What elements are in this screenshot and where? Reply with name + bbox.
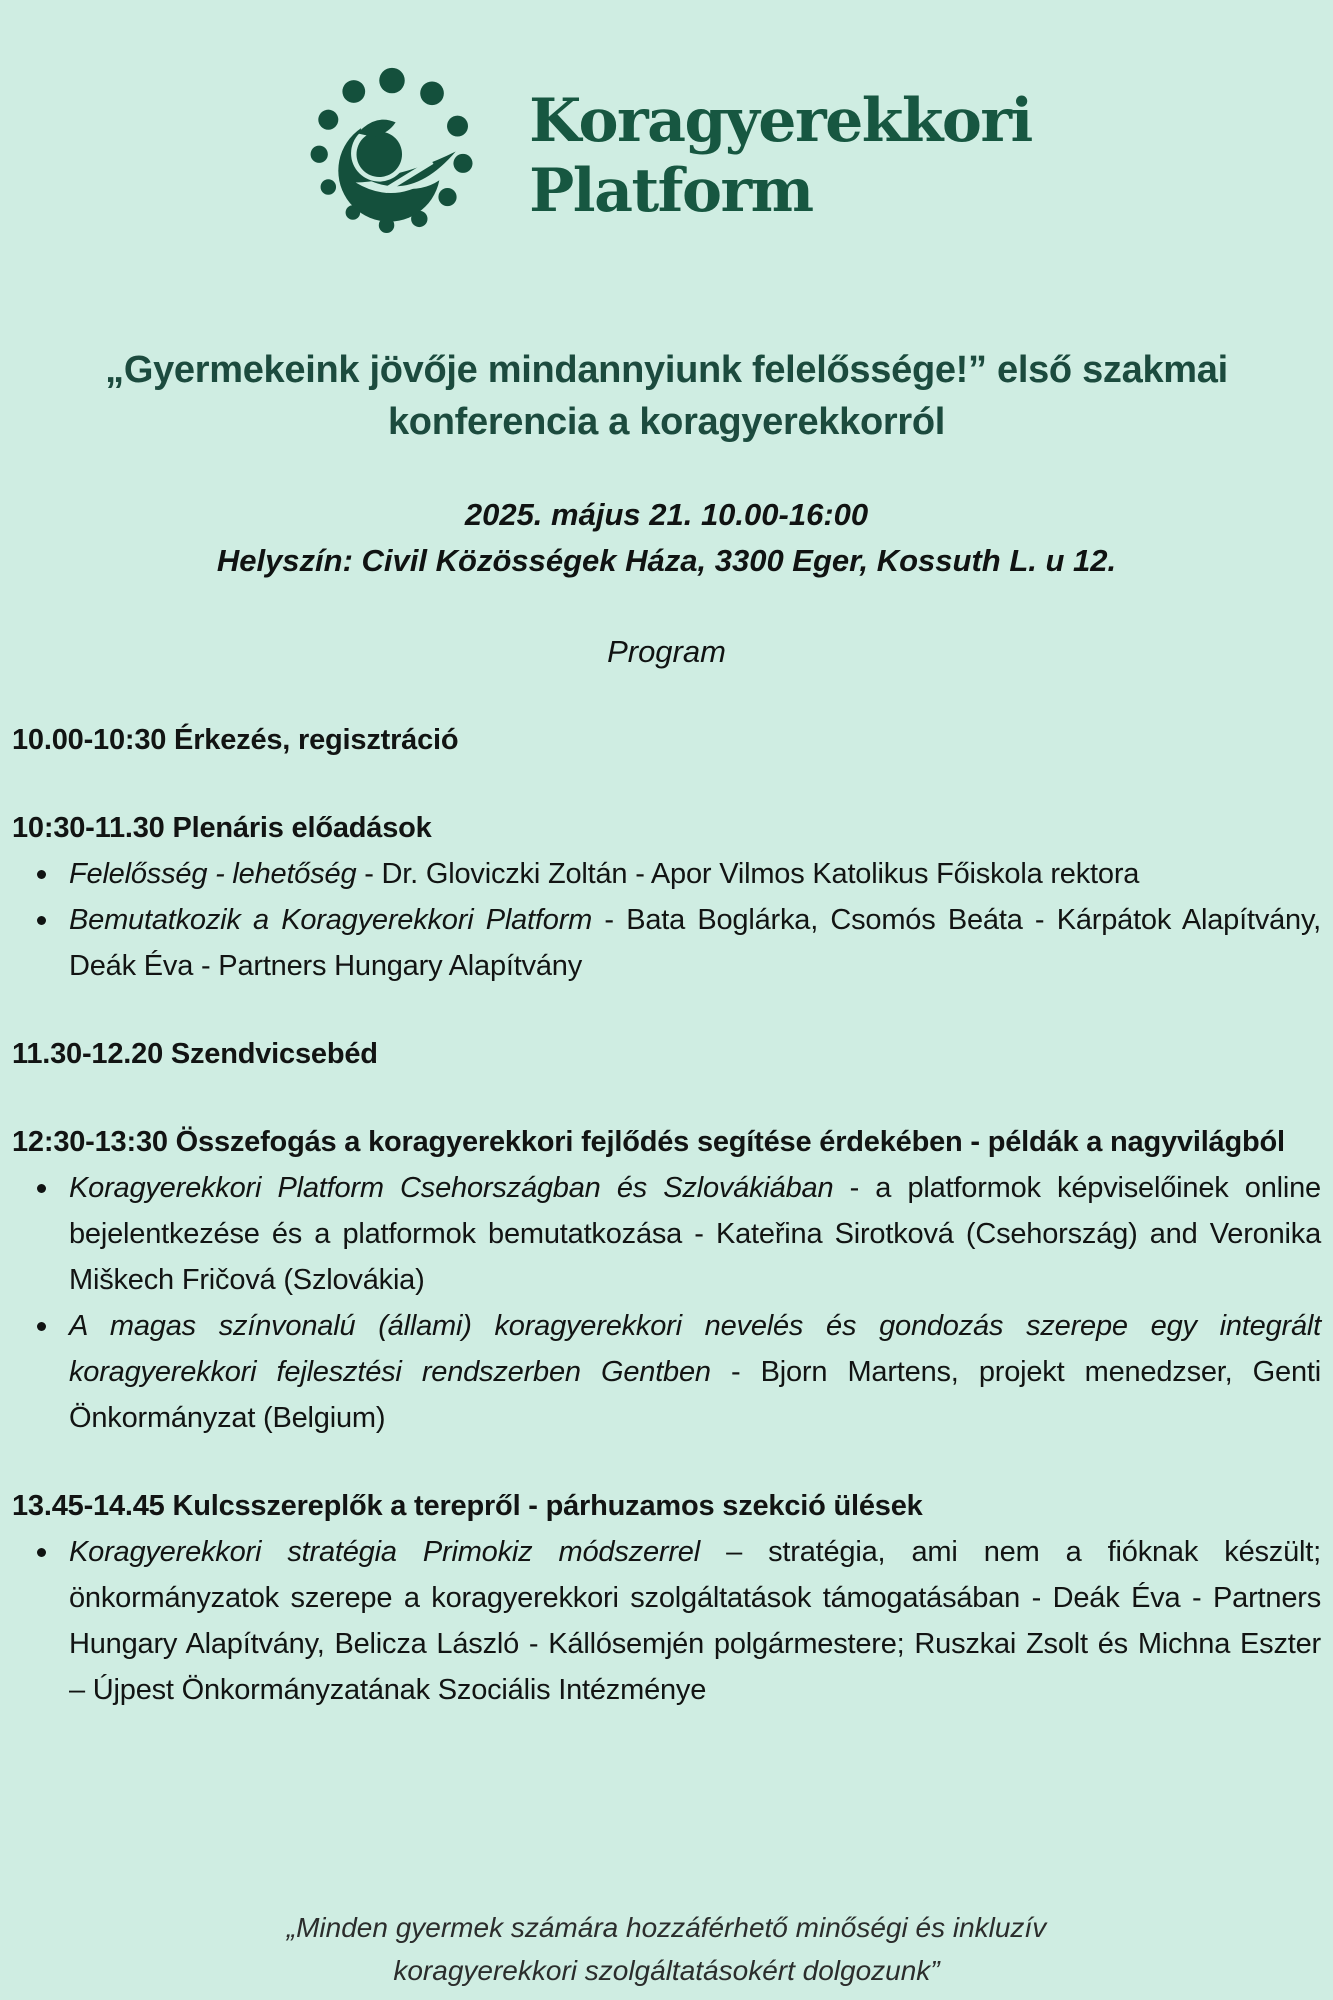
section-heading: 10.00-10:30 Érkezés, regisztráció xyxy=(12,724,459,756)
bullet-list xyxy=(12,1165,1321,1441)
footer-quote: „Minden gyermek számára hozzáférhető minőségi és inkluzív koragyerekkori szolgáltatásokért dolgozunk” xyxy=(286,1912,1047,1986)
list-item xyxy=(12,851,1321,897)
event-datetime: 2025. május 21. 10.00-16:00 xyxy=(464,497,869,532)
program-label: Program xyxy=(607,634,726,669)
list-item xyxy=(12,1529,1321,1713)
item-italic-text: Koragyerekkori stratégia Primokiz módszerrel xyxy=(69,1536,700,1568)
section-heading: 12:30-13:30 Összefogás a koragyerekkori fejlődés segítése érdekében - példák a nagyvilágból xyxy=(12,1126,1285,1158)
item-rest-text: – stratégia, ami nem a fióknak készült; önkormányzatok szerepe a koragyerekkori szolgáltatások támogatásában - Deák Éva - Partners Hungary Alapítvány, Belicza László - Kállósemjén polgármestere; Ruszkai Zsolt és Michna Eszter – Újpest Önkormányzatának Szociális Intézménye xyxy=(69,1536,1321,1706)
koragyerekkori-platform-logo-icon xyxy=(301,66,483,248)
program-section-international-examples xyxy=(12,1119,1321,1441)
logo-wordmark xyxy=(529,87,1032,226)
item-rest-text: - Bjorn Martens, projekt menedzser, Genti Önkormányzat (Belgium) xyxy=(69,1356,1321,1434)
item-rest-text: - Dr. Gloviczki Zoltán - Apor Vilmos Katolikus Főiskola rektora xyxy=(356,858,1140,890)
program-section-key-actors xyxy=(12,1483,1321,1713)
list-item xyxy=(12,897,1321,989)
program-section-lunch xyxy=(12,1031,1321,1077)
section-heading: 10:30-11.30 Plenáris előadások xyxy=(12,812,432,844)
item-italic-text: A magas színvonalú (állami) koragyerekkori nevelés és gondozás szerepe egy integrált koragyerekkori fejlesztési rendszerben Gentben xyxy=(69,1310,1321,1388)
item-rest-text: - Bata Boglárka, Csomós Beáta - Kárpátok Alapítvány, Deák Éva - Partners Hungary Alapítvány xyxy=(69,904,1321,982)
event-meta xyxy=(0,492,1333,584)
logo-wordmark-line2: Platform xyxy=(529,156,813,226)
conference-title-line2: konferencia a koragyerekkorról xyxy=(387,401,946,443)
bullet-list xyxy=(12,1529,1321,1713)
program-section-arrival xyxy=(12,717,1321,763)
logo-wordmark-line1: Koragyerekkori xyxy=(529,86,1032,157)
footer xyxy=(0,1906,1333,1992)
item-italic-text: Koragyerekkori Platform Csehországban és Szlovákiában xyxy=(69,1172,834,1204)
item-rest-text: - a platformok képviselőinek online bejelentkezése és a platformok bemutatkozása - Kateřina Sirotková (Csehország) and Veronika Miškech Fričová (Szlovákia) xyxy=(69,1172,1321,1296)
section-heading: 13.45-14.45 Kulcsszereplők a terepről - párhuzamos szekció ülések xyxy=(12,1490,923,1522)
event-location: Helyszín: Civil Közösségek Háza, 3300 Eger, Kossuth L. u 12. xyxy=(216,543,1117,578)
item-italic-text: Bemutatkozik a Koragyerekkori Platform xyxy=(69,904,593,936)
program-section-plenary xyxy=(12,805,1321,989)
list-item xyxy=(12,1303,1321,1441)
list-item xyxy=(12,1165,1321,1303)
conference-title-line1: „Gyermekeink jövője mindannyiunk felelőssége!” első szakmai xyxy=(105,349,1228,391)
logo xyxy=(0,0,1333,248)
program-schedule xyxy=(0,717,1333,1713)
bullet-list xyxy=(12,851,1321,989)
section-heading: 11.30-12.20 Szendvicsebéd xyxy=(12,1038,378,1070)
item-italic-text: Felelősség - lehetőség xyxy=(69,858,357,890)
conference-title xyxy=(0,344,1333,448)
